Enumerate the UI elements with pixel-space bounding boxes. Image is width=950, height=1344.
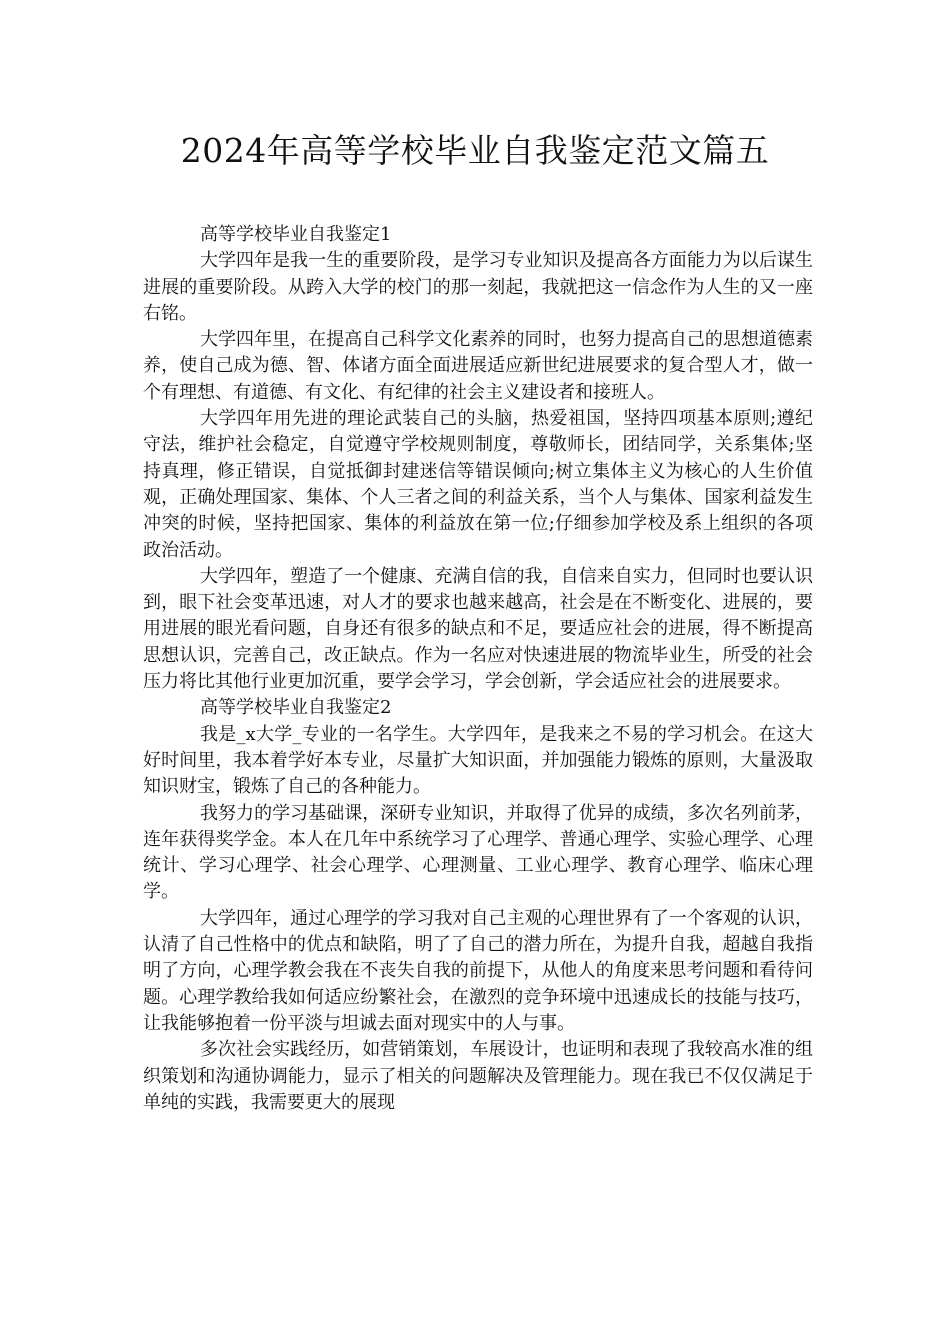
section-heading-1: 高等学校毕业自我鉴定1: [200, 224, 392, 245]
document-body: [143, 222, 813, 1116]
paragraph: 大学四年，通过心理学的学习我对自己主观的心理世界有了一个客观的认识，认清了自己性格中的优点和缺陷，明了了自己的潜力所在，为提升自我，超越自我指明了方向，心理学教会我在不丧失自我的前提下，从他人的角度来思考问题和看待问题。心理学教给我如何适应纷繁社会，在激烈的竞争环境中迅速成长的技能与技巧，让我能够抱着一份平淡与坦诚去面对现实中的人与事。: [143, 907, 813, 1034]
paragraph: 我努力的学习基础课，深研专业知识，并取得了优异的成绩，多次名列前茅，连年获得奖学金。本人在几年中系统学习了心理学、普通心理学、实验心理学、心理统计、学习心理学、社会心理学、心理测量、工业心理学、教育心理学、临床心理学。: [143, 802, 813, 903]
paragraph: 大学四年是我一生的重要阶段，是学习专业知识及提高各方面能力为以后谋生进展的重要阶段。从跨入大学的校门的那一刻起，我就把这一信念作为人生的又一座右铭。: [143, 250, 813, 324]
paragraph: 大学四年里，在提高自己科学文化素养的同时，也努力提高自己的思想道德素养，使自己成为德、智、体诸方面全面进展适应新世纪进展要求的复合型人才，做一个有理想、有道德、有文化、有纪律的社会主义建设者和接班人。: [143, 329, 813, 403]
document-title: 2024年高等学校毕业自我鉴定范文篇五: [180, 131, 770, 170]
paragraph: 我是_x大学_专业的一名学生。大学四年，是我来之不易的学习机会。在这大好时间里，我本着学好本专业，尽量扩大知识面，并加强能力锻炼的原则，大量汲取知识财宝，锻炼了自己的各种能力。: [143, 723, 813, 798]
section-heading-2: 高等学校毕业自我鉴定2: [200, 697, 392, 719]
paragraph: 多次社会实践经历，如营销策划，车展设计，也证明和表现了我较高水准的组织策划和沟通协调能力，显示了相关的问题解决及管理能力。现在我已不仅仅满足于单纯的实践，我需要更大的展现: [143, 1039, 813, 1113]
paragraph: 大学四年用先进的理论武装自己的头脑，热爱祖国，坚持四项基本原则;遵纪守法，维护社会稳定，自觉遵守学校规则制度，尊敬师长，团结同学，关系集体;坚持真理，修正错误，自觉抵御封建迷信等错误倾向;树立集体主义为核心的人生价值观，正确处理国家、集体、个人三者之间的利益关系，当个人与集体、国家利益发生冲突的时候，坚持把国家、集体的利益放在第一位;仔细参加学校及系上组织的各项政治活动。: [143, 408, 813, 561]
paragraph: 大学四年，塑造了一个健康、充满自信的我，自信来自实力，但同时也要认识到，眼下社会变革迅速，对人才的要求也越来越高，社会是在不断变化、进展的，要用进展的眼光看问题，自身还有很多的缺点和不足，要适应社会的进展，得不断提高思想认识，完善自己，改正缺点。作为一名应对快速进展的物流毕业生，所受的社会压力将比其他行业更加沉重，要学会学习，学会创新，学会适应社会的进展要求。: [143, 565, 813, 693]
